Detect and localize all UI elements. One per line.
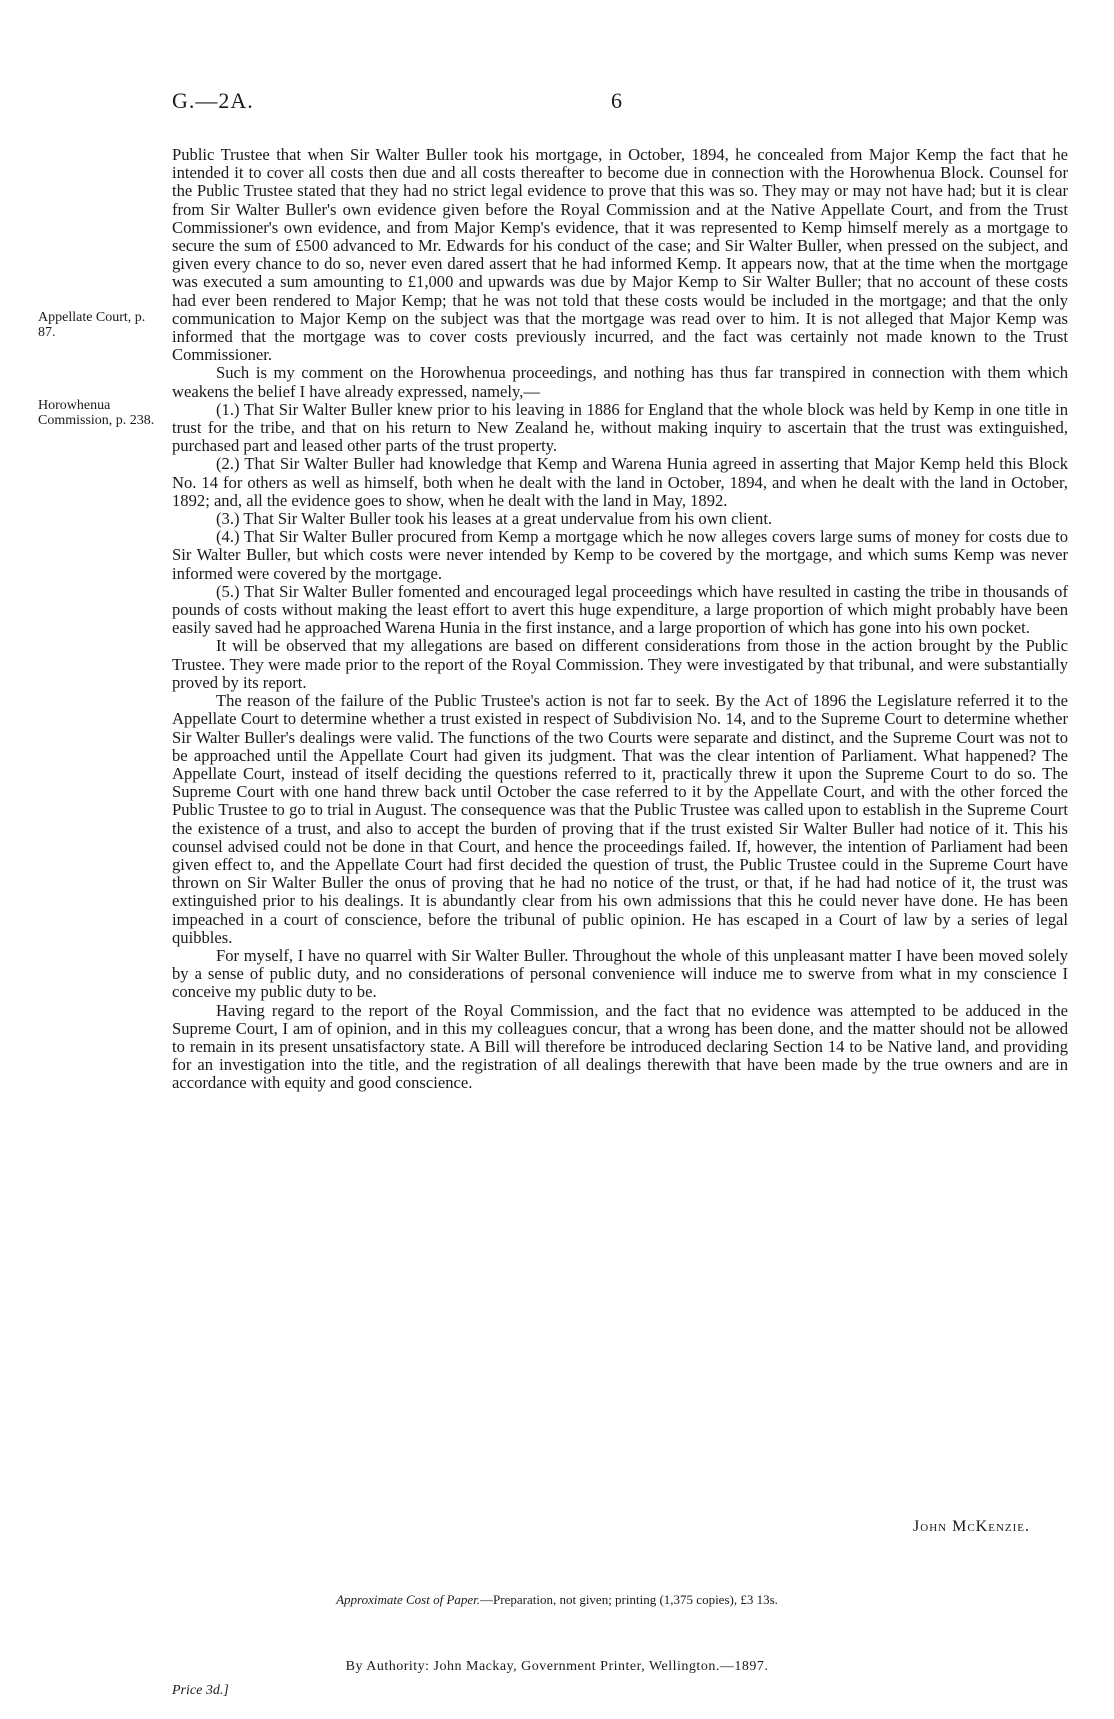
paragraph: Such is my comment on the Horowhenua proceedings, and nothing has thus far transpired in connection with them which weakens the belief I have already expressed, namely,— [172,363,1068,401]
cost-note-text: —Preparation, not given; printing (1,375 copies), £3 13s. [480,1592,778,1607]
list-item: (1.) That Sir Walter Buller knew prior to his leaving in 1886 for England that the whole block was held by Kemp in one title in trust for the tribe, and that on his return to New Zealand he, without making inquiry to ascertain that the trust was extinguished, purchased part and leased other parts of the trust property. [172,399,1068,456]
paragraph: Public Trustee that when Sir Walter Buller took his mortgage, in October, 1894, he concealed from Major Kemp the fact that he intended it to cover all costs then due and all costs thereafter to become due in connection with the Horowhenua Block. Counsel for the Public Trustee stated that they had no strict legal evidence to prove that this was so. They may or may not have had; but it is clear from Sir Walter Buller's own evidence given before the Royal Commission and at the Native Appellate Court, and from the Trust Commissioner's own evidence, and from Major Kemp's evidence, that it was represented to Kemp himself merely as a mortgage to secure the sum of £500 advanced to Mr. Edwards for his conduct of the case; and Sir Walter Buller, when pressed on the subject, and given every chance to do so, never even dared assert that he had informed Kemp. It appears now, that at the time when the mortgage was executed a sum amounting to £1,000 and upwards was due by Major Kemp to Sir Walter Buller; that no account of these costs had ever been rendered to Major Kemp; that he was not told that these costs would be included in the mortgage; and that the only communication to Major Kemp on the subject was that the mortgage was read over to him. It is not alleged that Major Kemp was informed that the mortgage was to cover costs previously incurred, and the fact was certainly not made known to the Trust Commissioner. [172,145,1068,365]
paragraph: The reason of the failure of the Public Trustee's action is not far to seek. By the Act of 1896 the Legislature referred it to the Appellate Court to determine whether a trust existed in respect of Subdivision No. 14, and to the Supreme Court to determine whether Sir Walter Buller's dealings were valid. The functions of the two Courts were separate and distinct, and the Supreme Court was not to be approached until the Appellate Court had given its judgment. That was the clear intention of Parliament. What happened? The Appellate Court, instead of itself deciding the questions referred to it, practically threw it upon the Supreme Court to do so. The Supreme Court with one hand threw back until October the case referred to it by the Appellate Court, and with the other forced the Public Trustee to go to trial in August. The consequence was that the Public Trustee was called upon to establish in the Supreme Court the existence of a trust, and also to accept the burden of proving that if the trust existed Sir Walter Buller had notice of it. This his counsel advised could not be done in that Court, and hence the proceedings failed. If, however, the intention of Parliament had been given effect to, and the Appellate Court had first decided the question of trust, the Public Trustee could in the Supreme Court have thrown on Sir Walter Buller the onus of proving that he had no notice of the trust, or that, if he had had notice of it, the trust was extinguished prior to his dealings. It is abundantly clear from his own admissions that this he could never have done. He has been impeached in a court of conscience, before the tribunal of public opinion. He has escaped in a Court of law by a series of legal quibbles. [172,691,1068,947]
paragraph: It will be observed that my allegations are based on different considerations from those in the action brought by the Public Trustee. They were made prior to the report of the Royal Commission. They were investigated by that tribunal, and were substantially proved by its report. [172,636,1068,692]
page-reference: G.—2A. [172,88,254,113]
printer-authority: By Authority: John Mackay, Government Printer, Wellington.—1897. [345,1659,769,1674]
list-item: (4.) That Sir Walter Buller procured from Kemp a mortgage which he now alleges covers large sums of money for costs due to Sir Walter Buller, but which costs were never intended by Kemp to be covered by the mortgage, and which sums Kemp was never informed were covered by the mortgage. [172,527,1068,583]
list-item: (3.) That Sir Walter Buller took his leases at a great undervalue from his own client. [216,509,773,529]
page-number: 6 [611,88,622,113]
paragraph: Having regard to the report of the Royal Commission, and the fact that no evidence was attempted to be adduced in the Supreme Court, I am of opinion, and in this my colleagues concur, that a wrong has been done, and the matter should not be allowed to remain in its present unsatisfactory state. A Bill will therefore be introduced declaring Section 14 to be Native land, and providing for an investigation into the title, and the registration of all dealings therewith that have been made by the true owners and are in accordance with equity and good conscience. [172,1000,1068,1093]
list-item: (2.) That Sir Walter Buller had knowledge that Kemp and Warena Hunia agreed in asserting that Major Kemp held this Block No. 14 for others as well as himself, both when he dealt with the land in October, 1894, and when he dealt with the land in October, 1892; and, all the evidence goes to show, when he dealt with the land in May, 1892. [172,454,1068,510]
list-item: (5.) That Sir Walter Buller fomented and encouraged legal proceedings which have resulted in casting the tribe in thousands of pounds of costs without making the least effort to avert this huge expenditure, a large proportion of which might probably have been easily saved had he approached Warena Hunia in the first instance, and a large proportion of which has gone into his own pocket. [172,581,1068,638]
page-header [0,88,1114,118]
margin-note-appellate-court: Appellate Court, p. 87. [38,310,146,340]
price: Price 3d.] [172,1683,229,1698]
paragraph: For myself, I have no quarrel with Sir Walter Buller. Throughout the whole of this unpleasant matter I have been moved solely by a sense of public duty, and no considerations of personal convenience will induce me to swerve from what in my conscience I conceive my public duty to be. [172,945,1068,1002]
margin-note-horowhenua-commission: Horowhenua Commission, p. 238. [38,398,155,428]
cost-note-label: Approximate Cost of Paper. [336,1592,481,1607]
signature: John McKenzie. [913,1518,1030,1535]
body-text [172,146,1068,1093]
cost-note [0,1592,1114,1608]
